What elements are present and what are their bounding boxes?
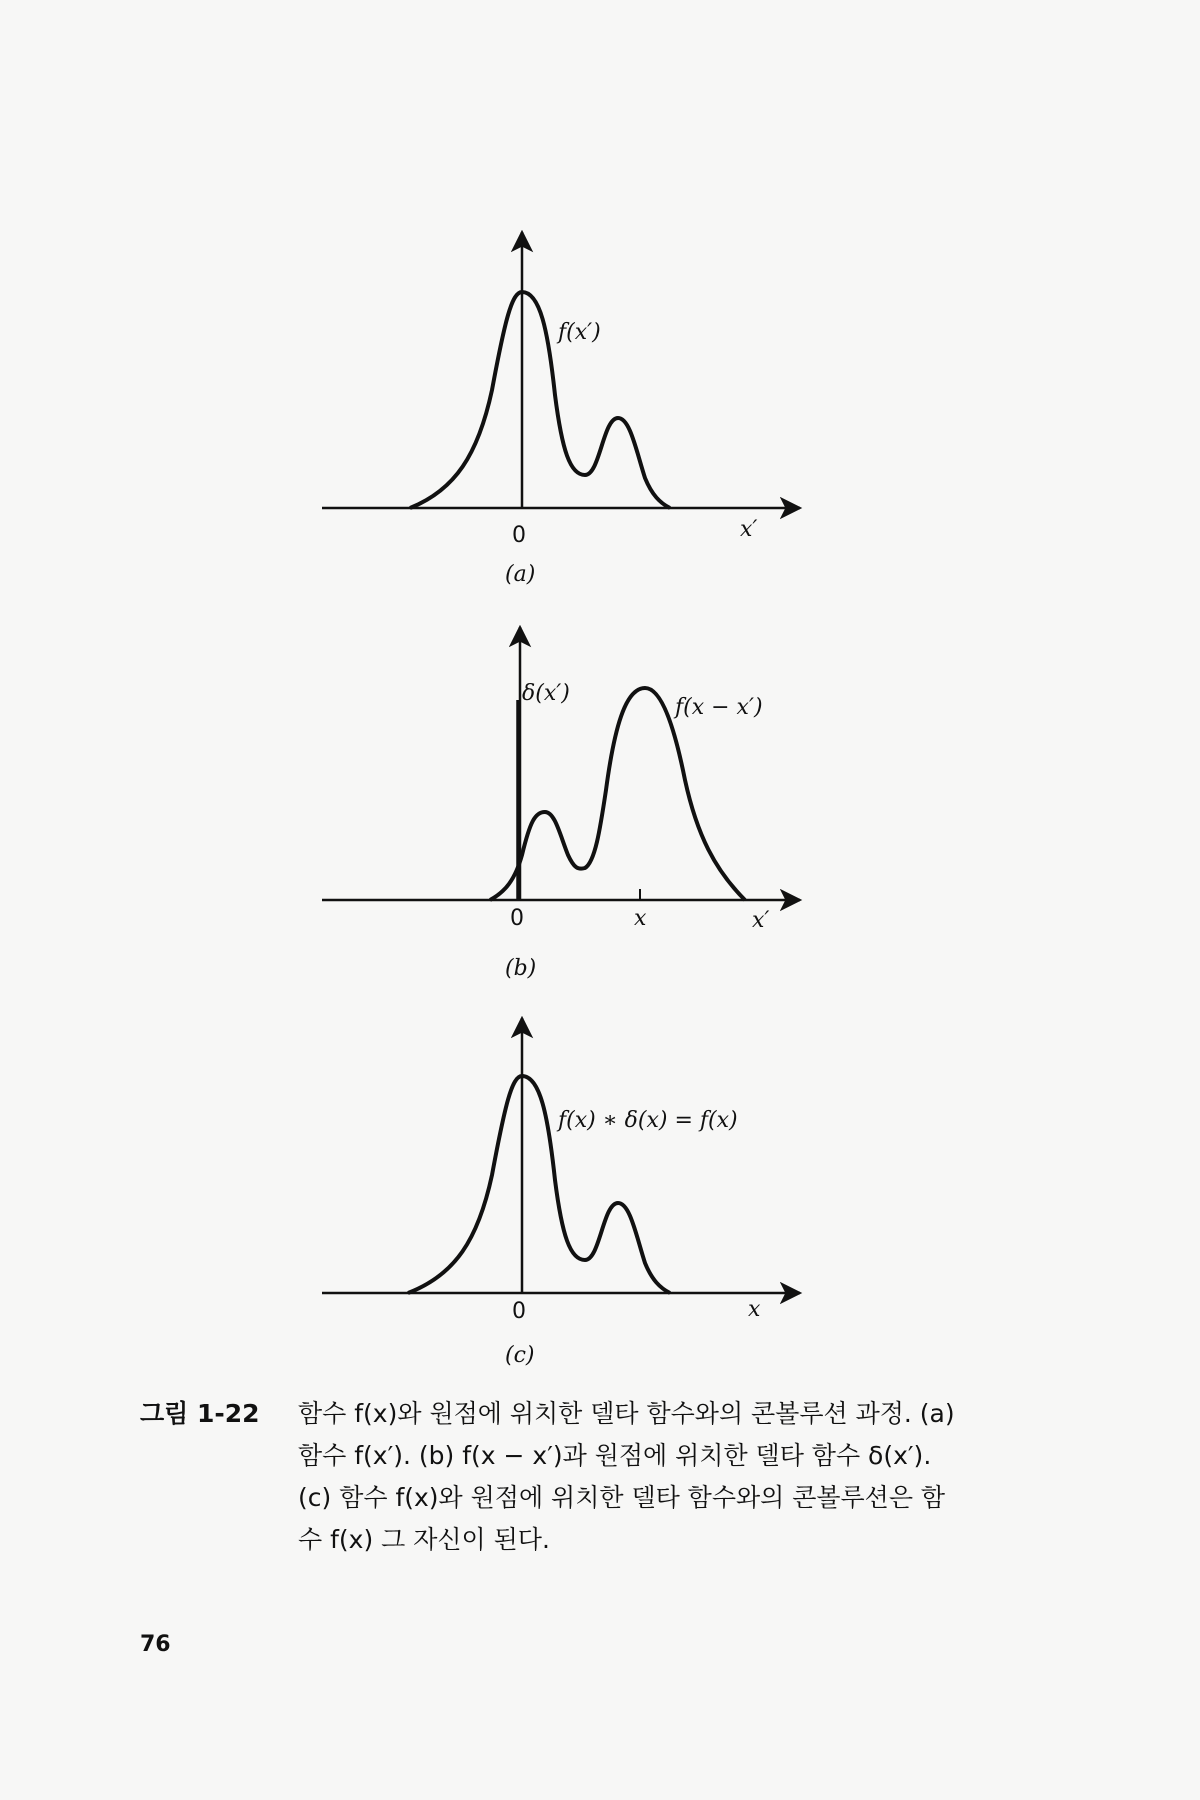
figure-caption [140, 1393, 1080, 1561]
caption-text [298, 1393, 955, 1561]
caption-line: 수 f(x) 그 자신이 된다. [298, 1525, 550, 1554]
axis-label: x′ [740, 517, 758, 542]
panel-c [322, 1018, 800, 1368]
caption-label: 그림 1-22 [140, 1399, 260, 1428]
panel-sublabel: (b) [505, 956, 537, 981]
panel-a [322, 232, 800, 587]
origin-label: 0 [510, 906, 524, 931]
curve-label: f(x′) [558, 320, 601, 345]
axis-label: x [748, 1297, 761, 1322]
origin-label: 0 [512, 523, 526, 548]
curve-label: f(x) ∗ δ(x) = f(x) [558, 1108, 738, 1133]
panel-sublabel: (a) [505, 562, 536, 587]
panel-b [322, 627, 800, 981]
curve-label: f(x − x′) [675, 695, 763, 720]
panel-sublabel: (c) [505, 1343, 535, 1368]
caption-line: 함수 f(x′). (b) f(x − x′)과 원점에 위치한 델타 함수 δ(x′). [298, 1441, 932, 1470]
origin-label: 0 [512, 1299, 526, 1324]
x-tick-label: x [634, 906, 647, 931]
caption-line: 함수 f(x)와 원점에 위치한 델타 함수와의 콘볼루션 과정. (a) [298, 1399, 955, 1428]
caption-line: (c) 함수 f(x)와 원점에 위치한 델타 함수와의 콘볼루션은 함 [298, 1483, 946, 1512]
page-number: 76 [140, 1632, 171, 1657]
function-curve [410, 292, 670, 508]
delta-label: δ(x′) [522, 681, 570, 706]
axis-label: x′ [752, 908, 770, 933]
